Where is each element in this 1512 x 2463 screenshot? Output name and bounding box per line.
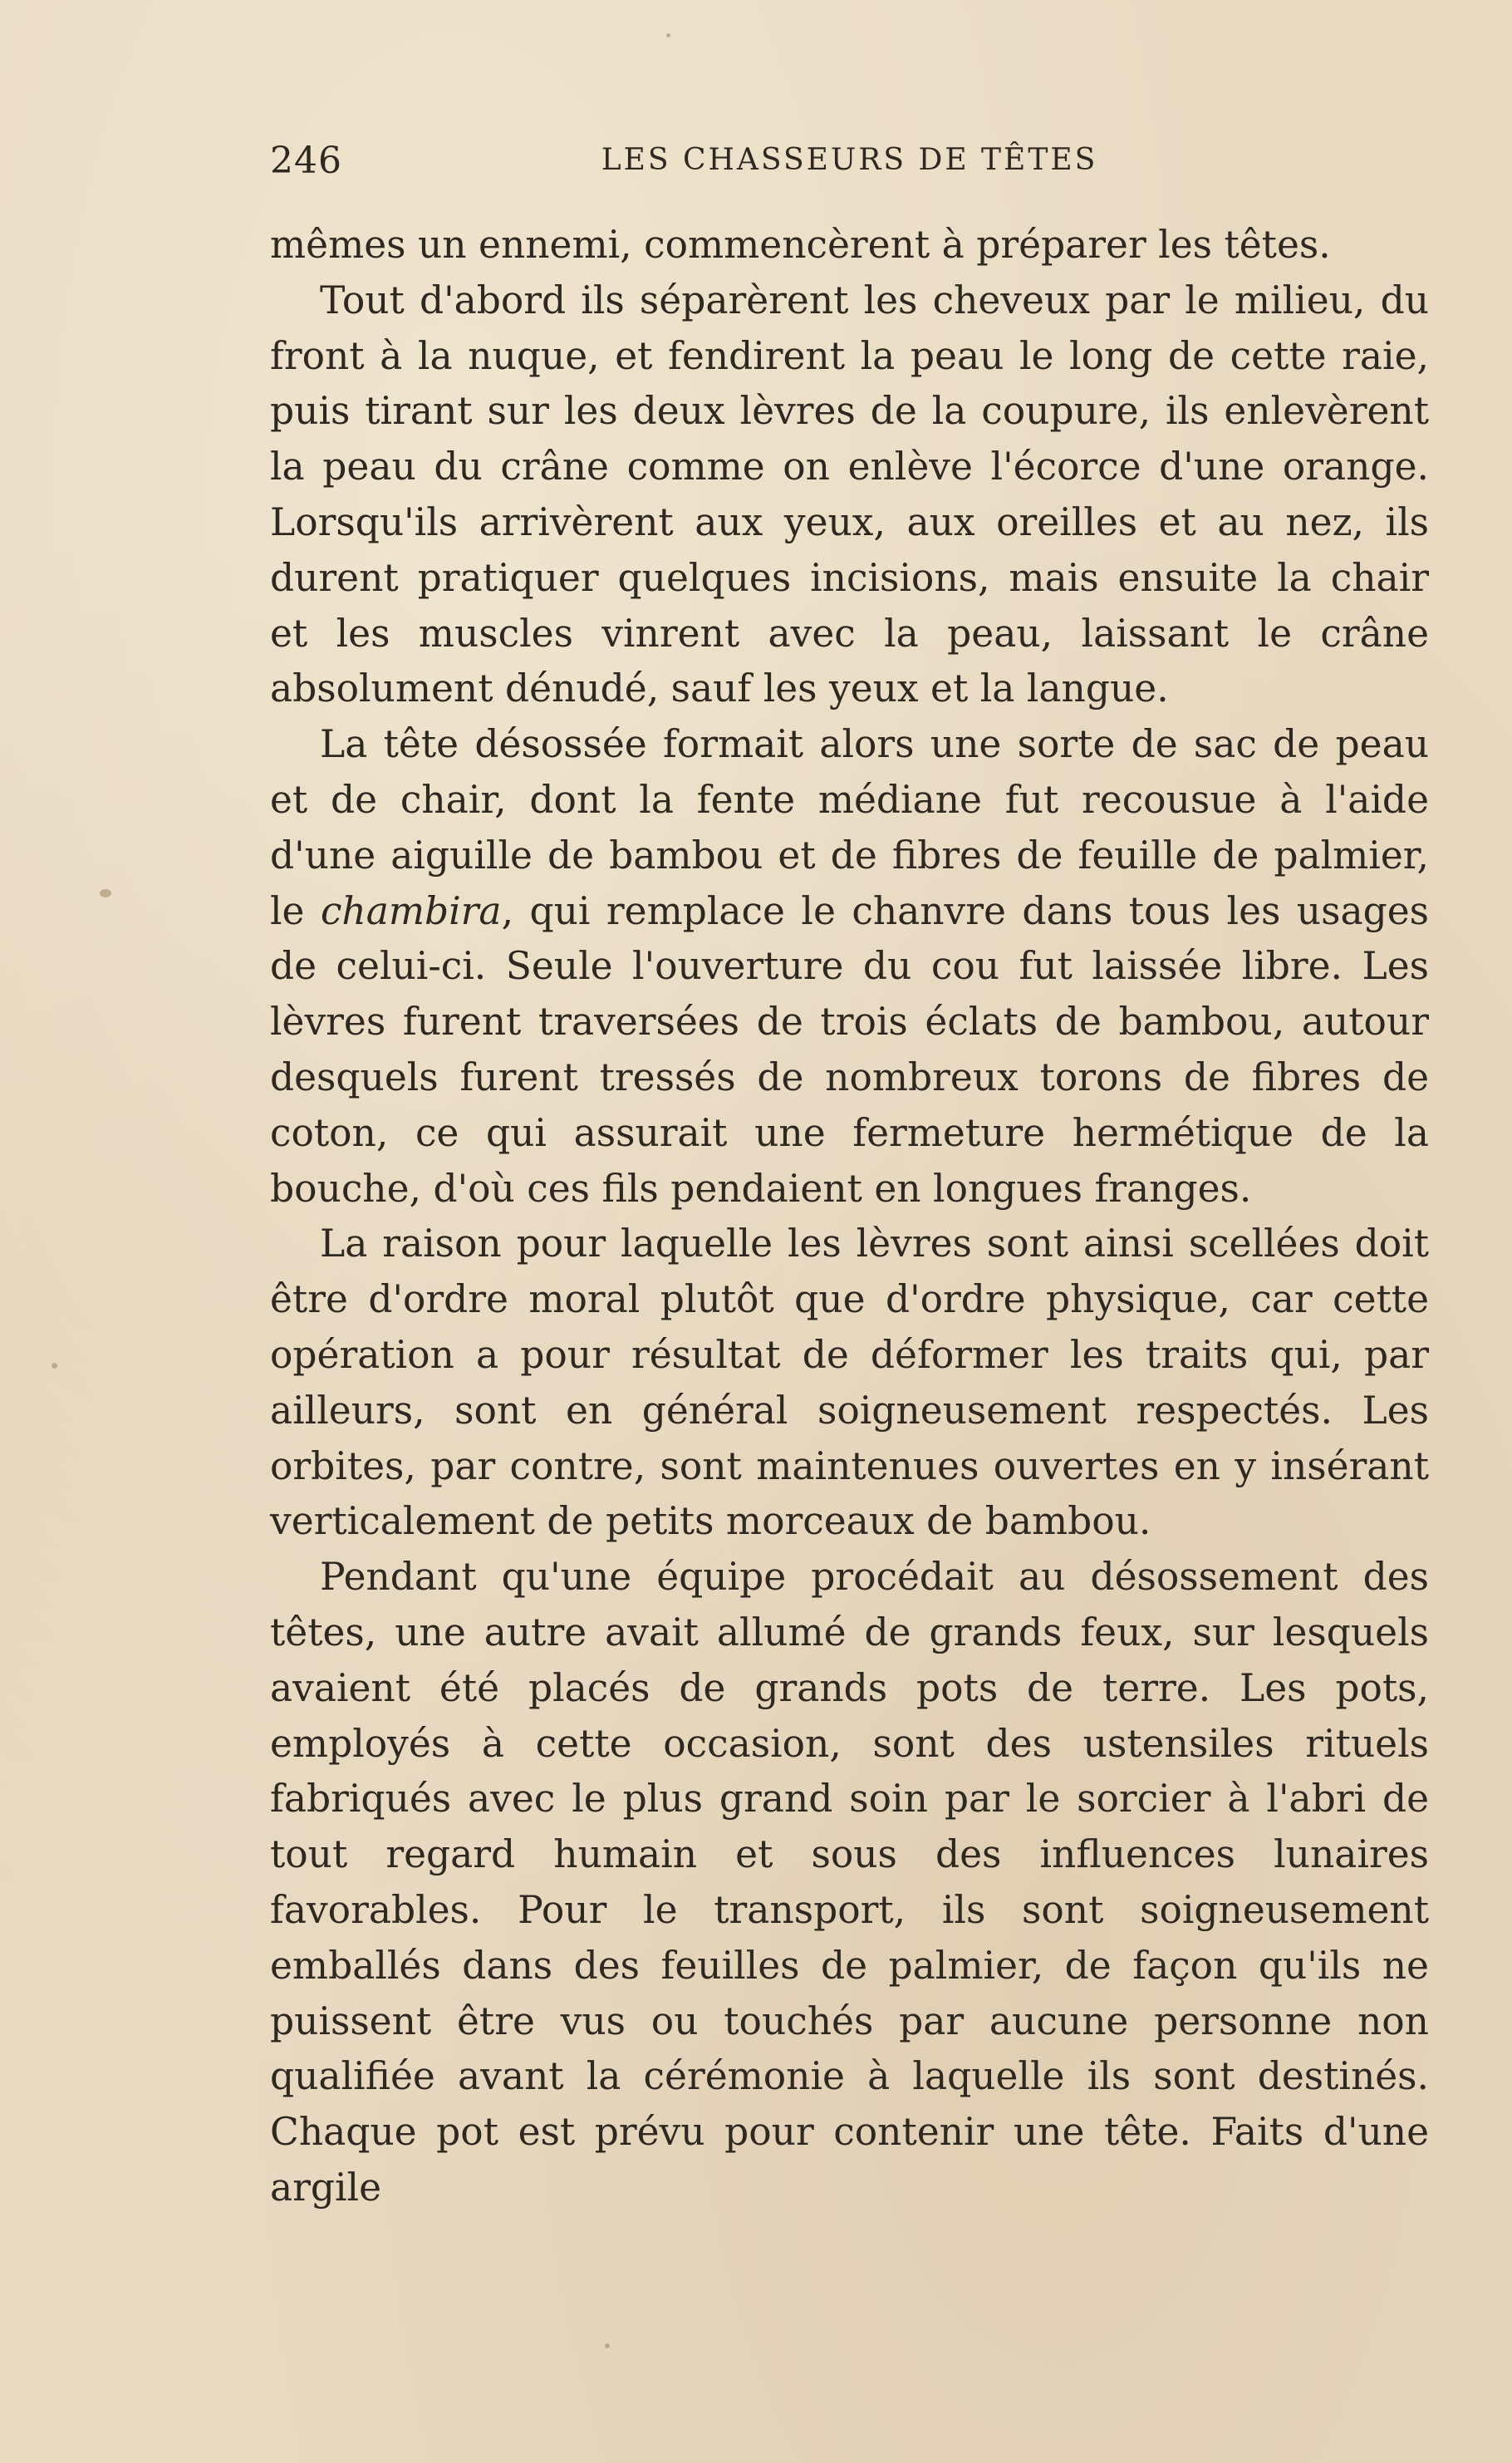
paragraph <box>270 1217 1429 1550</box>
page-header <box>270 140 1429 189</box>
text-segment: Tout d'abord ils séparèrent les cheveux par le milieu, du front à la nuque, et fendirent la peau le long de cette raie, puis tirant sur les deux lèvres de la coupure, ils enlevèrent la peau du crâne comme on enlève l'écorce d'une orange. Lorsqu'ils arrivèrent aux yeux, aux oreilles et au nez, ils durent pratiquer quelques incisions, mais ensuite la chair et les muscles vinrent avec la peau, laissant le crâne absolument dénudé, sauf les yeux et la langue. <box>270 278 1429 711</box>
running-title: LES CHASSEURS DE TÊTES <box>601 143 1098 177</box>
text-segment: Pendant qu'une équipe procédait au désossement des têtes, une autre avait allumé de grands feux, sur lesquels avaient été placés de grands pots de terre. Les pots, employés à cette occasion, sont des ustensiles rituels fabriqués avec le plus grand soin par le sorcier à l'abri de tout regard humain et sous des influences lunaires favorables. Pour le transport, ils sont soigneusement emballés dans des feuilles de palmier, de façon qu'ils ne puissent être vus ou touchés par aucune personne non qualifiée avant la cérémonie à laquelle ils sont destinés. Chaque pot est prévu pour contenir une tête. Faits d'une argile <box>270 1555 1429 2210</box>
paragraph <box>270 273 1429 717</box>
italic-term: chambira <box>320 888 502 933</box>
text-segment: La tête désossée formait alors une sorte de sac de peau et de chair, dont la fente médiane fut recousue à l'aide d'une aiguille de bambou et de fibres de feuille de palmier, le <box>270 722 1429 933</box>
paragraph-continuation <box>270 218 1429 273</box>
body-text <box>270 218 1429 2216</box>
text-segment: La raison pour laquelle les lèvres sont ainsi scellées doit être d'ordre moral plutôt que d'ordre physique, car cette opération a pour résultat de déformer les traits qui, par ailleurs, sont en général soigneusement respectés. Les orbites, par contre, sont maintenues ouvertes en y insérant verticalement de petits morceaux de bambou. <box>270 1222 1429 1544</box>
paper-speck <box>52 1363 57 1369</box>
paper-speck <box>605 2343 610 2348</box>
page-number: 246 <box>270 140 342 182</box>
text-segment: mêmes un ennemi, commencèrent à préparer les têtes. <box>270 223 1331 267</box>
text-segment: , qui remplace le chanvre dans tous les usages de celui-ci. Seule l'ouverture du cou fut laissée libre. Les lèvres furent traversées de trois éclats de bambou, autour desquels furent tressés de nombreux torons de fibres de coton, ce qui assurait une fermeture hermétique de la bouche, d'où ces fils pendaient en longues franges. <box>270 888 1429 1211</box>
paper-speck <box>100 889 111 897</box>
paper-speck <box>666 33 670 37</box>
paragraph <box>270 1550 1429 2216</box>
paragraph <box>270 717 1429 1217</box>
